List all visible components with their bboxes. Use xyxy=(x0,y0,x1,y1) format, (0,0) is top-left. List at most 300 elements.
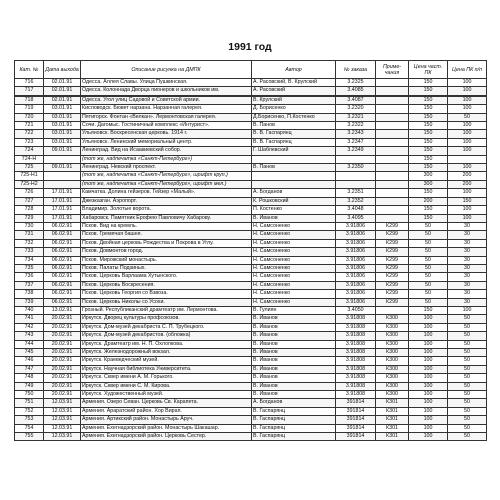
cell-price-single: 100 xyxy=(409,332,448,340)
cell-order-no: 3.91808 xyxy=(336,374,376,382)
cell-price-set: 50 xyxy=(448,113,487,121)
cell-author: Д.Борисенко, П.Костенко xyxy=(252,113,336,121)
cell-date: 20.02.91 xyxy=(44,332,81,340)
cell-description: Сочи. Дагомыс. Гостиничный комплекс «Интурист». xyxy=(81,122,252,130)
cell-date: 03.01.91 xyxy=(44,105,81,113)
cell-order-no: 3.91806 xyxy=(336,264,376,272)
cell-price-single: 100 xyxy=(409,374,448,382)
table-row xyxy=(15,264,487,272)
cell-notes xyxy=(376,206,409,214)
table-row xyxy=(15,87,487,95)
table-row xyxy=(15,349,487,357)
cell-price-single: 150 xyxy=(409,189,448,197)
cell-description: Иркутск. Дом-музей декабриста С. П. Трубецкого. xyxy=(81,323,252,331)
cell-description: Иркутск. Сквер имени С. М. Кирова. xyxy=(81,382,252,390)
cell-cat-no: 730 xyxy=(15,222,44,230)
table-row xyxy=(15,122,487,130)
cell-price-single: 100 xyxy=(409,391,448,399)
cell-cat-no: 744 xyxy=(15,340,44,348)
header-order-no: № заказа xyxy=(336,61,376,79)
cell-date xyxy=(44,180,81,188)
cell-author: В. Панов xyxy=(252,122,336,130)
cell-price-single: 150 xyxy=(409,96,448,104)
cell-author: В. Иванов xyxy=(252,382,336,390)
cell-price-single: 150 xyxy=(409,79,448,87)
cell-price-single: 100 xyxy=(409,365,448,373)
cell-price-single: 150 xyxy=(409,87,448,95)
cell-description: Одесса. Колоннада Дворца пионеров и школьников им. xyxy=(81,87,252,95)
cell-cat-no: 737 xyxy=(15,281,44,289)
cell-order-no: 3.91806 xyxy=(336,256,376,264)
cell-price-set: 100 xyxy=(448,189,487,197)
table-row xyxy=(15,147,487,155)
cell-description: Иркутск. Драмтеатр им. Н. П. Охлопкова. xyxy=(81,340,252,348)
cell-price-set: 150 xyxy=(448,197,487,205)
table-row xyxy=(15,231,487,239)
cell-order-no: 391814 xyxy=(336,424,376,432)
cell-notes: К300 xyxy=(376,382,409,390)
cell-description: Армения. Араратский район. Хор Вирап. xyxy=(81,407,252,415)
table-row xyxy=(15,248,487,256)
cell-date: 12.03.91 xyxy=(44,416,81,424)
table-row xyxy=(15,290,487,298)
cell-price-set: 30 xyxy=(448,256,487,264)
cell-notes: К300 xyxy=(376,349,409,357)
cell-price-set: 30 xyxy=(448,231,487,239)
cell-price-set: 100 xyxy=(448,122,487,130)
cell-date: 06.02.91 xyxy=(44,290,81,298)
cell-price-set: 200 xyxy=(448,172,487,180)
table-row xyxy=(15,391,487,399)
cell-notes: К299 xyxy=(376,256,409,264)
cell-notes xyxy=(376,189,409,197)
cell-price-single: 50 xyxy=(409,281,448,289)
cell-author xyxy=(252,172,336,180)
cell-order-no: 3.91806 xyxy=(336,281,376,289)
cell-price-set: 30 xyxy=(448,222,487,230)
cell-date xyxy=(44,172,81,180)
cell-price-single: 100 xyxy=(409,416,448,424)
cell-date: 17.01.91 xyxy=(44,189,81,197)
cell-price-set: 100 xyxy=(448,214,487,222)
table-row xyxy=(15,273,487,281)
cell-price-set: 50 xyxy=(448,365,487,373)
cell-order-no: 3.4085 xyxy=(336,87,376,95)
cell-notes xyxy=(376,164,409,172)
cell-date: 20.02.91 xyxy=(44,315,81,323)
cell-order-no: 3.2322 xyxy=(336,122,376,130)
cell-description: Псков. Довмонтов город. xyxy=(81,248,252,256)
cell-author xyxy=(252,155,336,163)
cell-price-set xyxy=(448,155,487,163)
cell-cat-no: 720 xyxy=(15,113,44,121)
cell-order-no: 3.91806 xyxy=(336,273,376,281)
cell-order-no: 3.91806 xyxy=(336,231,376,239)
cell-author: А. Богданов xyxy=(252,399,336,407)
cell-author: А. Расовский, В. Крулский xyxy=(252,79,336,87)
cell-description: Псков. Церковь Николы со Усохи. xyxy=(81,298,252,306)
cell-price-set: 100 xyxy=(448,164,487,172)
cell-cat-no: 722 xyxy=(15,130,44,138)
cell-description: Псков. Двойная церковь Рождества и Покрова в Углу. xyxy=(81,239,252,247)
cell-date: 12.03.91 xyxy=(44,399,81,407)
cell-cat-no: 735 xyxy=(15,264,44,272)
table-row xyxy=(15,374,487,382)
cell-notes: К299 xyxy=(376,290,409,298)
table-row xyxy=(15,306,487,314)
cell-price-single: 50 xyxy=(409,222,448,230)
cell-price-single: 150 xyxy=(409,164,448,172)
cell-price-single: 150 xyxy=(409,138,448,146)
table-body xyxy=(15,79,487,441)
cell-author: Н. Самсоненко xyxy=(252,298,336,306)
cell-price-single: 150 xyxy=(409,206,448,214)
cell-order-no: 3.91808 xyxy=(336,323,376,331)
cell-date: 12.03.91 xyxy=(44,407,81,415)
cell-date: 06.02.91 xyxy=(44,281,81,289)
cell-price-set: 50 xyxy=(448,374,487,382)
cell-price-set: 200 xyxy=(448,180,487,188)
cell-notes xyxy=(376,122,409,130)
cell-author: Н. Самсоненко xyxy=(252,248,336,256)
cell-date: 02.01.91 xyxy=(44,79,81,87)
cell-price-single: 150 xyxy=(409,147,448,155)
table-row xyxy=(15,155,487,163)
cell-description: Псков. Церковь Варлаама Хутынского. xyxy=(81,273,252,281)
cell-author: В. Иванов xyxy=(252,374,336,382)
cell-cat-no: 749 xyxy=(15,382,44,390)
cell-order-no: 3.91806 xyxy=(336,248,376,256)
cell-notes: К299 xyxy=(376,222,409,230)
cell-notes xyxy=(376,113,409,121)
cell-price-set: 50 xyxy=(448,349,487,357)
cell-price-set: 100 xyxy=(448,147,487,155)
header-cat-no: Кат. № xyxy=(15,61,44,79)
cell-date: 09.01.91 xyxy=(44,164,81,172)
cell-date: 02.01.91 xyxy=(44,96,81,104)
cell-date: 06.02.91 xyxy=(44,273,81,281)
cell-author: А. Богданов xyxy=(252,189,336,197)
cell-price-single: 150 xyxy=(409,130,448,138)
cell-notes: К300 xyxy=(376,365,409,373)
cell-order-no: 3.91808 xyxy=(336,332,376,340)
cell-price-set: 100 xyxy=(448,87,487,95)
table-row xyxy=(15,105,487,113)
cell-notes: К299 xyxy=(376,264,409,272)
cell-date: 13.02.91 xyxy=(44,306,81,314)
cell-cat-no: 742 xyxy=(15,323,44,331)
cell-date: 20.02.91 xyxy=(44,349,81,357)
cell-cat-no: 745 xyxy=(15,349,44,357)
table-row xyxy=(15,315,487,323)
cell-description: Одесса. Угол улиц Садовой и Советской армии. xyxy=(81,96,252,104)
cell-price-single: 300 xyxy=(409,172,448,180)
cell-order-no: 3.91808 xyxy=(336,349,376,357)
table-row xyxy=(15,222,487,230)
cell-order-no: 3.91806 xyxy=(336,239,376,247)
header-price-set: Цена ПК п/п xyxy=(448,61,487,79)
cell-notes: К300 xyxy=(376,357,409,365)
cell-price-single: 150 xyxy=(409,306,448,314)
cell-price-single: 100 xyxy=(409,407,448,415)
cell-author: В. Гаспарянц xyxy=(252,407,336,415)
cell-notes: К300 xyxy=(376,340,409,348)
cell-date: 20.02.91 xyxy=(44,357,81,365)
cell-price-set: 50 xyxy=(448,433,487,441)
cell-cat-no: 750 xyxy=(15,391,44,399)
cell-cat-no: 729 xyxy=(15,214,44,222)
cell-cat-no: 728 xyxy=(15,206,44,214)
table-row xyxy=(15,239,487,247)
cell-author: В. Иванов xyxy=(252,365,336,373)
cell-author: Н. Самсоненко xyxy=(252,264,336,272)
cell-author: В. В. Гаспарянц xyxy=(252,130,336,138)
cell-notes xyxy=(376,130,409,138)
table-row xyxy=(15,206,487,214)
cell-description: (тот же, надпечатка «Санкт-Петербург», шрифт мел.) xyxy=(81,180,252,188)
table-row xyxy=(15,96,487,104)
table-row xyxy=(15,365,487,373)
cell-order-no: 3.91806 xyxy=(336,222,376,230)
cell-notes xyxy=(376,306,409,314)
cell-cat-no: 740 xyxy=(15,306,44,314)
cell-price-set: 30 xyxy=(448,298,487,306)
cell-date: 20.02.91 xyxy=(44,391,81,399)
cell-description: (тот же, надпечатка «Санкт-Петербург») xyxy=(81,155,252,163)
cell-price-single: 50 xyxy=(409,231,448,239)
cell-author: В. В. Гаспарянц xyxy=(252,138,336,146)
cell-price-set: 50 xyxy=(448,382,487,390)
cell-order-no: 391814 xyxy=(336,407,376,415)
cell-notes xyxy=(376,79,409,87)
cell-notes: К301 xyxy=(376,433,409,441)
cell-date: 17.01.91 xyxy=(44,214,81,222)
cell-description: Иркутск. Научная библиотека Университета. xyxy=(81,365,252,373)
cell-date: 20.02.91 xyxy=(44,374,81,382)
cell-cat-no: 725-Н2 xyxy=(15,180,44,188)
cell-description: Иркутск. Художественный музей. xyxy=(81,391,252,399)
cell-cat-no: 748 xyxy=(15,374,44,382)
cell-price-single: 50 xyxy=(409,256,448,264)
cell-order-no: 3.91808 xyxy=(336,315,376,323)
cell-cat-no: 721 xyxy=(15,122,44,130)
cell-date: 06.02.91 xyxy=(44,256,81,264)
cell-author: В. Иванов xyxy=(252,315,336,323)
cell-cat-no: 738 xyxy=(15,290,44,298)
cell-author: Н. Самсоненко xyxy=(252,281,336,289)
cell-order-no: 3.4048 xyxy=(336,206,376,214)
cell-notes: К301 xyxy=(376,424,409,432)
table-row xyxy=(15,424,487,432)
cell-notes: К299 xyxy=(376,239,409,247)
cell-notes: К300 xyxy=(376,391,409,399)
cell-cat-no: 736 xyxy=(15,273,44,281)
cell-order-no: 3.4087 xyxy=(336,96,376,104)
page-title: 1991 год xyxy=(228,41,272,53)
cell-price-single: 100 xyxy=(409,382,448,390)
cell-date: 03.01.91 xyxy=(44,122,81,130)
cell-price-set: 100 xyxy=(448,306,487,314)
cell-date: 17.01.91 xyxy=(44,197,81,205)
table-row xyxy=(15,323,487,331)
cell-date: 03.01.91 xyxy=(44,113,81,121)
cell-cat-no: 733 xyxy=(15,248,44,256)
cell-notes xyxy=(376,96,409,104)
cell-order-no: 391814 xyxy=(336,399,376,407)
cell-description: Псков. Церковь Воскресения. xyxy=(81,281,252,289)
cell-author: В. Иванов xyxy=(252,323,336,331)
cell-cat-no: 719 xyxy=(15,105,44,113)
cell-date: 09.01.91 xyxy=(44,147,81,155)
cell-notes xyxy=(376,197,409,205)
table-row xyxy=(15,172,487,180)
cell-description: Ленинград. Вид на Исаакиевский собор. xyxy=(81,147,252,155)
cell-description: Псков. Гремячая башня. xyxy=(81,231,252,239)
cell-price-single: 100 xyxy=(409,357,448,365)
table-row xyxy=(15,433,487,441)
cell-notes: К300 xyxy=(376,323,409,331)
cell-order-no: 3.2352 xyxy=(336,197,376,205)
cell-order-no: 3.2325 xyxy=(336,79,376,87)
cell-notes xyxy=(376,155,409,163)
cell-price-single: 50 xyxy=(409,248,448,256)
cell-cat-no: 725-Н1 xyxy=(15,172,44,180)
cell-cat-no: 743 xyxy=(15,332,44,340)
cell-price-set: 100 xyxy=(448,206,487,214)
cell-date: 02.01.91 xyxy=(44,87,81,95)
cell-cat-no: 753 xyxy=(15,416,44,424)
table-row xyxy=(15,256,487,264)
cell-author: В. Иванов xyxy=(252,391,336,399)
table-row xyxy=(15,407,487,415)
cell-price-single: 100 xyxy=(409,399,448,407)
cell-order-no: 3.91808 xyxy=(336,391,376,399)
cell-description: Псков. Мирожский монастырь. xyxy=(81,256,252,264)
cell-price-set: 30 xyxy=(448,264,487,272)
cell-description: Джезказган. Аэропорт. xyxy=(81,197,252,205)
cell-order-no: 3.4095 xyxy=(336,214,376,222)
cell-price-set: 50 xyxy=(448,323,487,331)
cell-cat-no: 741 xyxy=(15,315,44,323)
cell-author: Д. Борисенко xyxy=(252,105,336,113)
cell-author: В. Крулский xyxy=(252,96,336,104)
cell-price-set: 100 xyxy=(448,130,487,138)
cell-price-single: 50 xyxy=(409,290,448,298)
cell-price-set: 100 xyxy=(448,138,487,146)
cell-date: 06.02.91 xyxy=(44,248,81,256)
cell-author: В. Иванов xyxy=(252,349,336,357)
cell-description: Иркутск. Дом-музей декабристов. (обложка) xyxy=(81,332,252,340)
cell-price-single: 50 xyxy=(409,298,448,306)
cell-price-single: 100 xyxy=(409,349,448,357)
cell-cat-no: 716 xyxy=(15,79,44,87)
cell-cat-no: 754 xyxy=(15,424,44,432)
cell-author: А. Расовский xyxy=(252,87,336,95)
table-row xyxy=(15,180,487,188)
cell-date: 12.03.91 xyxy=(44,433,81,441)
table-header-row xyxy=(15,61,487,79)
header-price-single: Цена част. ПК xyxy=(409,61,448,79)
cell-author: Г. Шаблевский xyxy=(252,147,336,155)
cell-author: Н. Самсоненко xyxy=(252,256,336,264)
cell-date: 06.02.91 xyxy=(44,222,81,230)
cell-price-single: 100 xyxy=(409,424,448,432)
cell-date: 20.02.91 xyxy=(44,340,81,348)
table-row xyxy=(15,79,487,87)
cell-date: 06.02.91 xyxy=(44,231,81,239)
cell-order-no: 3.2351 xyxy=(336,189,376,197)
cell-description: Грозный. Республиканский драмтеатр им. Лермонтова. xyxy=(81,306,252,314)
cell-price-set: 30 xyxy=(448,273,487,281)
cell-description: Армения. Ехегнадзорский район. Монастырь Шакашар. xyxy=(81,424,252,432)
cell-date: 12.03.91 xyxy=(44,424,81,432)
cell-date: 06.02.91 xyxy=(44,264,81,272)
table-row xyxy=(15,214,487,222)
cell-order-no xyxy=(336,155,376,163)
cell-price-single: 150 xyxy=(409,113,448,121)
cell-notes: К299 xyxy=(376,231,409,239)
cell-author: В. Иванов xyxy=(252,340,336,348)
cell-price-set: 50 xyxy=(448,315,487,323)
cell-price-set: 50 xyxy=(448,357,487,365)
cell-description: Пятигорск. Фонтан «Велкан». Лермонтовская галерея. xyxy=(81,113,252,121)
cell-notes: К301 xyxy=(376,399,409,407)
cell-price-single: 200 xyxy=(409,197,448,205)
cell-price-single: 100 xyxy=(409,315,448,323)
cell-order-no: 3.2321 xyxy=(336,113,376,121)
cell-cat-no: 723 xyxy=(15,138,44,146)
cell-notes xyxy=(376,214,409,222)
cell-price-single: 50 xyxy=(409,273,448,281)
cell-cat-no: 725 xyxy=(15,164,44,172)
cell-price-single: 150 xyxy=(409,105,448,113)
cell-notes: К300 xyxy=(376,315,409,323)
cell-cat-no: 717 xyxy=(15,87,44,95)
cell-cat-no: 752 xyxy=(15,407,44,415)
cell-author: Н. Самсоненко xyxy=(252,290,336,298)
cell-author: В. Иванов xyxy=(252,332,336,340)
cell-author: В. Гулиян xyxy=(252,306,336,314)
cell-date xyxy=(44,155,81,163)
cell-price-single: 50 xyxy=(409,239,448,247)
cell-order-no: 391814 xyxy=(336,433,376,441)
cell-price-set: 100 xyxy=(448,79,487,87)
cell-description: Ленинград. Невский проспект. xyxy=(81,164,252,172)
cell-price-single: 100 xyxy=(409,433,448,441)
cell-cat-no: 727 xyxy=(15,197,44,205)
cell-price-single: 50 xyxy=(409,264,448,272)
cell-date: 20.02.91 xyxy=(44,365,81,373)
table-row xyxy=(15,332,487,340)
cell-order-no: 3.2343 xyxy=(336,130,376,138)
cell-notes xyxy=(376,172,409,180)
cell-notes xyxy=(376,105,409,113)
cell-author: В. Гаспарянц xyxy=(252,424,336,432)
cell-notes: К300 xyxy=(376,374,409,382)
header-author: Автор xyxy=(252,61,336,79)
cell-notes: К301 xyxy=(376,407,409,415)
cell-price-set: 50 xyxy=(448,424,487,432)
cell-cat-no: 726 xyxy=(15,189,44,197)
table-row xyxy=(15,399,487,407)
cell-author: В. Иванов xyxy=(252,357,336,365)
cell-description: Иркутск. Сквер имени А. М. Горького. xyxy=(81,374,252,382)
cell-cat-no: 751 xyxy=(15,399,44,407)
cell-date: 20.02.91 xyxy=(44,323,81,331)
cell-description: Армения. Озеро Севан. Церковь Св. Карапета. xyxy=(81,399,252,407)
cell-order-no: 391814 xyxy=(336,416,376,424)
cell-author: Н. Самсоненко xyxy=(252,222,336,230)
